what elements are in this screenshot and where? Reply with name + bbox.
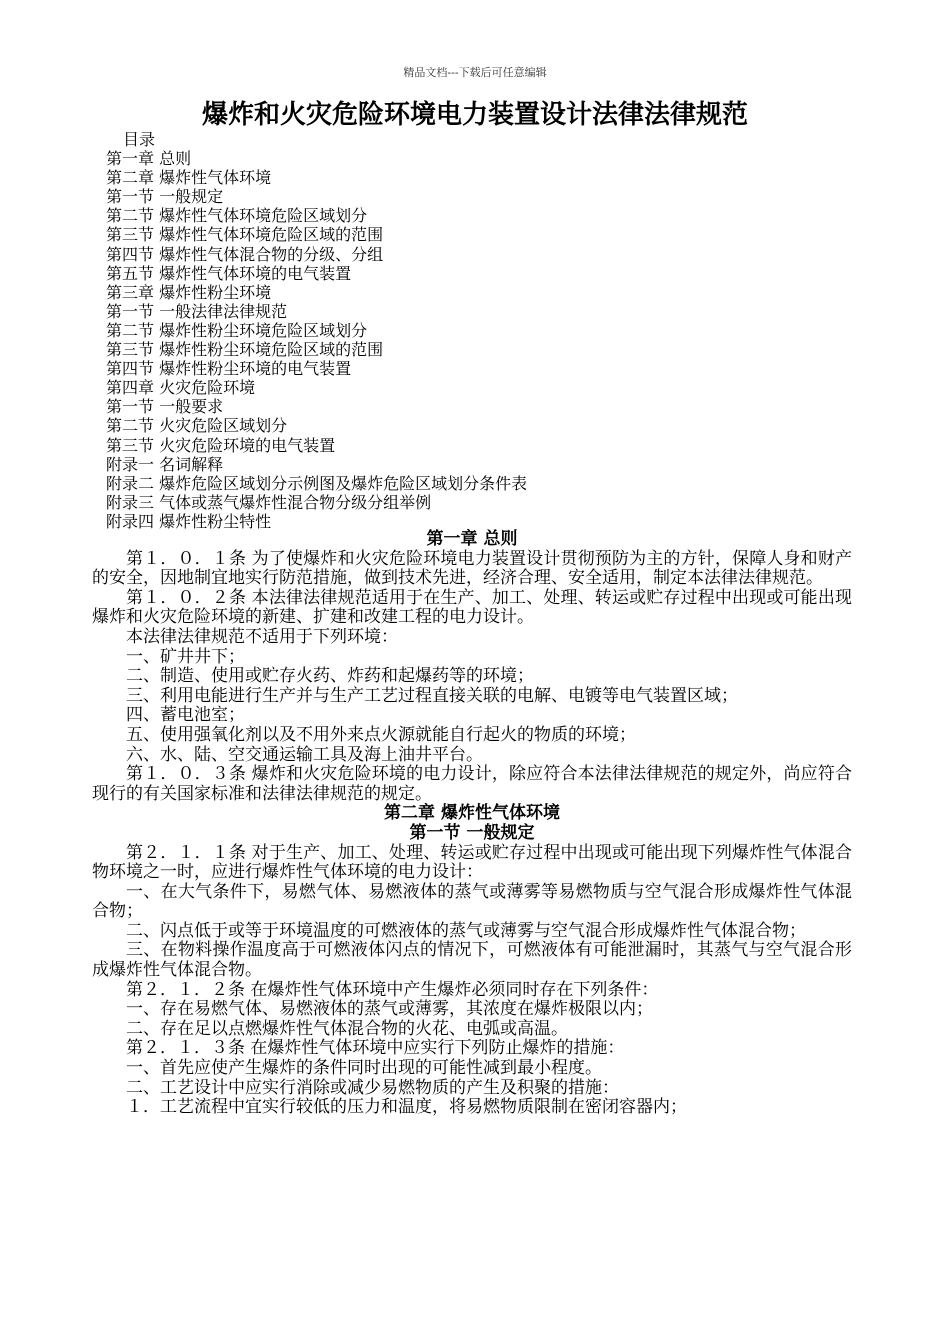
toc-item: 第二节 爆炸性粉尘环境危险区域划分 [106,320,368,340]
toc-item: 第一节 一般要求 [106,397,224,417]
article-paragraph: 第１．０．２条 本法律法律规范适用于在生产、加工、处理、转运或贮存过程中出现或可能出现爆炸和火灾危险环境的新建、扩建和改建工程的电力设计。 [92,587,852,628]
toc-item: 第三章 爆炸性粉尘环境 [106,282,272,302]
document-title: 爆炸和火灾危险环境电力装置设计法律法律规范 [201,100,748,130]
toc-item: 第二节 火灾危险区域划分 [106,416,288,436]
list-item: 五、使用强氧化剂以及不用外来点火源就能自行起火的物质的环境； [126,724,636,745]
toc-item: 附录二 爆炸危险区域划分示例图及爆炸危险区域划分条件表 [106,473,528,493]
toc-item: 第五节 爆炸性气体环境的电气装置 [106,263,352,283]
toc-heading: 目录 [123,130,156,149]
toc-item: 第一章 总则 [106,149,192,169]
toc-item: 附录一 名词解释 [106,454,224,474]
article-paragraph: 第１．０．３条 爆炸和火灾危险环境的电力设计，除应符合本法律法律规范的规定外，尚应符合现行的有关国家标准和法律法律规范的规定。 [92,764,852,804]
toc-item: 附录四 爆炸性粉尘特性 [106,511,272,531]
list-item: 一、在大气条件下，易燃气体、易燃液体的蒸气或薄雾等易燃物质与空气混合形成爆炸性气体混合物； [92,881,852,922]
toc-item: 第四节 爆炸性气体混合物的分级、分组 [106,244,384,264]
list-item: 二、存在足以点燃爆炸性气体混合物的火花、电弧或高温。 [126,1018,568,1039]
article-paragraph: 第２．１．１条 对于生产、加工、处理、转运或贮存过程中出现或可能出现下列爆炸性气体混合物环境之一时，应进行爆炸性气体环境的电力设计： [92,842,852,883]
list-item: １．工艺流程中宜实行较低的压力和温度，将易燃物质限制在密闭容器内； [126,1097,687,1118]
list-item: 四、蓄电池室； [126,705,245,726]
toc-item: 第一节 一般法律法律规范 [106,301,288,321]
toc-item: 第三节 爆炸性气体环境危险区域的范围 [106,225,384,245]
list-item: 一、存在易燃气体、易燃液体的蒸气或薄雾，其浓度在爆炸极限以内； [126,999,653,1020]
toc-item: 第四章 火灾危险环境 [106,378,256,398]
document-body [92,530,852,1118]
chapter-heading: 第二章 爆炸性气体环境 [384,803,560,824]
article-paragraph: 第１．０．１条 为了使爆炸和火灾危险环境电力装置设计贯彻预防为主的方针，保障人身和财产的安全，因地制宜地实行防范措施，做到技术先进，经济合理、安全适用，制定本法律法律规范。 [92,548,852,589]
toc-item: 第三节 爆炸性粉尘环境危险区域的范围 [106,340,384,360]
chapter-heading: 第一章 总则 [426,529,518,549]
list-item: 二、闪点低于或等于环境温度的可燃液体的蒸气或薄雾与空气混合形成爆炸性气体混合物； [126,920,806,941]
toc-item: 第二节 爆炸性气体环境危险区域划分 [106,206,368,226]
article-paragraph: 第２．１．３条 在爆炸性气体环境中应实行下列防止爆炸的措施： [126,1038,625,1059]
list-item: 二、工艺设计中应实行消除或减少易燃物质的产生及积聚的措施： [126,1077,619,1098]
toc-item: 第二章 爆炸性气体环境 [106,168,272,188]
header-note: 精品文档---下载后可任意编辑 [403,66,547,79]
toc-item: 第四节 爆炸性粉尘环境的电气装置 [106,359,352,379]
paragraph: 本法律法律规范不适用于下列环境： [126,626,398,647]
toc-item: 附录三 气体或蒸气爆炸性混合物分级分组举例 [106,492,432,512]
list-item: 三、利用电能进行生产并与生产工艺过程直接关联的电解、电镀等电气装置区域； [126,685,738,706]
section-heading: 第一节 一般规定 [409,822,535,843]
toc-item: 第一节 一般规定 [106,187,224,207]
list-item: 三、在物料操作温度高于可燃液体闪点的情况下，可燃液体有可能泄漏时，其蒸气与空气混合形成爆炸性气体混合物。 [92,940,852,981]
list-item: 一、首先应使产生爆炸的条件同时出现的可能性减到最小程度。 [126,1058,602,1079]
table-of-contents [106,130,527,531]
article-paragraph: 第２．１．２条 在爆炸性气体环境中产生爆炸必须同时存在下列条件： [126,979,659,1000]
list-item: 二、制造、使用或贮存火药、炸药和起爆药等的环境； [126,666,534,687]
list-item: 六、水、陆、空交通运输工具及海上油井平台。 [126,744,483,765]
list-item: 一、矿井井下； [126,646,245,667]
toc-item: 第三节 火灾危险环境的电气装置 [106,435,336,455]
